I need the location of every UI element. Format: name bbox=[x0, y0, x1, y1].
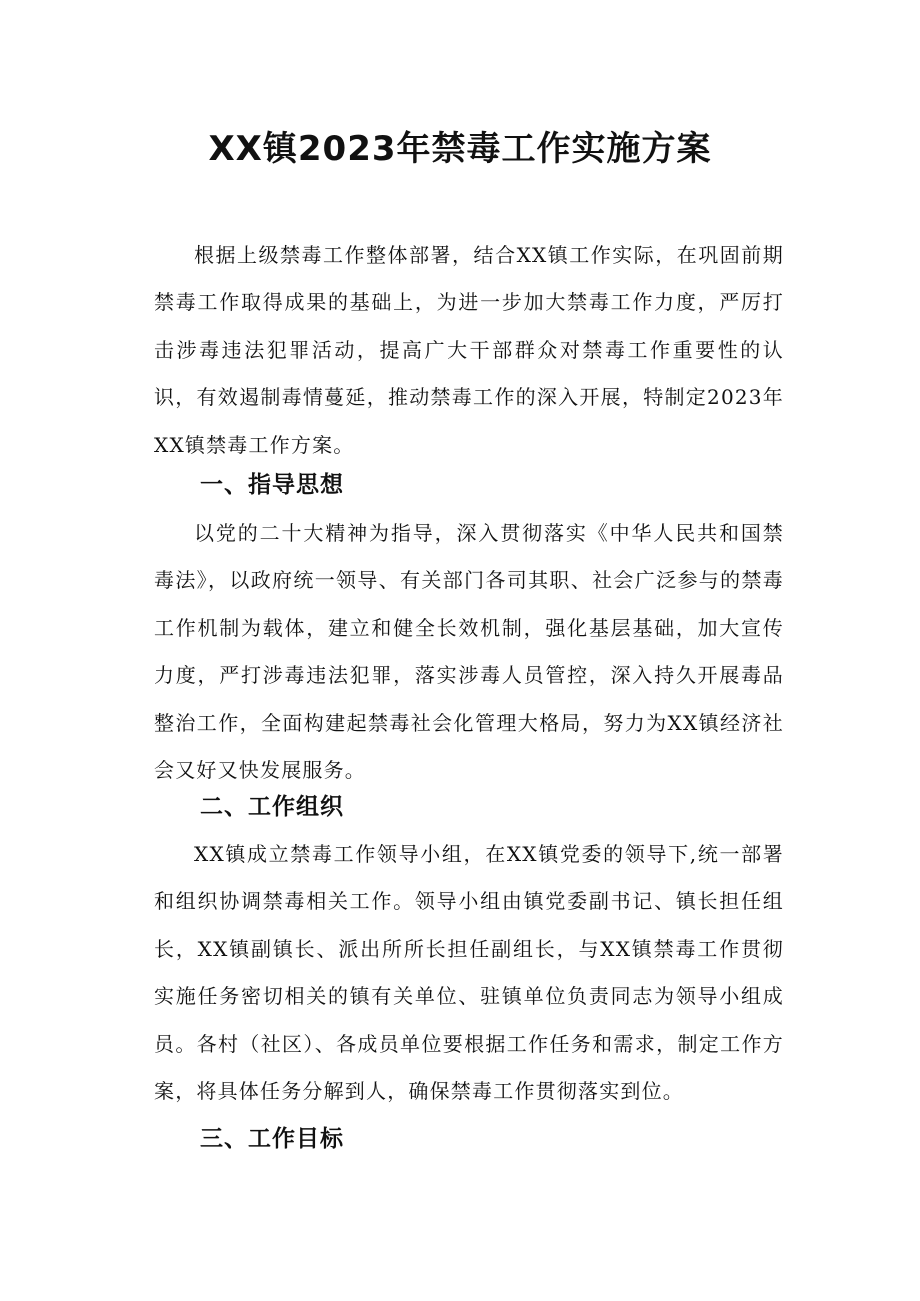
document-title: XX镇2023年禁毒工作实施方案 bbox=[208, 129, 712, 169]
section-heading-work-organization: 二、工作组织 bbox=[200, 794, 344, 820]
intro-paragraph: 根据上级禁毒工作整体部署，结合XX镇工作实际，在巩固前期禁毒工作取得成果的基础上，为进一步加大禁毒工作力度，严厉打击涉毒违法犯罪活动，提高广大干部群众对禁毒工作重要性的认识，有效遏制毒情蔓延，推动禁毒工作的深入开展，特制定2023年XX镇禁毒工作方案。 bbox=[154, 243, 784, 457]
section-body-guiding-ideology: 以党的二十大精神为指导，深入贯彻落实《中华人民共和国禁毒法》，以政府统一领导、有关部门各司其职、社会广泛参与的禁毒工作机制为载体，建立和健全长效机制，强化基层基础，加大宣传力度，严打涉毒违法犯罪，落实涉毒人员管控，深入持久开展毒品整治工作，全面构建起禁毒社会化管理大格局，努力为XX镇经济社会又好又快发展服务。 bbox=[154, 521, 784, 783]
section-heading-guiding-ideology: 一、指导思想 bbox=[200, 472, 344, 498]
section-body-work-organization: XX镇成立禁毒工作领导小组，在XX镇党委的领导下,统一部署和组织协调禁毒相关工作。领导小组由镇党委副书记、镇长担任组长，XX镇副镇长、派出所所长担任副组长，与XX镇禁毒工作贯彻实施任务密切相关的镇有关单位、驻镇单位负责同志为领导小组成员。各村（社区）、各成员单位要根据工作任务和需求，制定工作方案，将具体任务分解到人，确保禁毒工作贯彻落实到位。 bbox=[154, 842, 784, 1104]
section-heading-work-goals: 三、工作目标 bbox=[200, 1126, 344, 1152]
